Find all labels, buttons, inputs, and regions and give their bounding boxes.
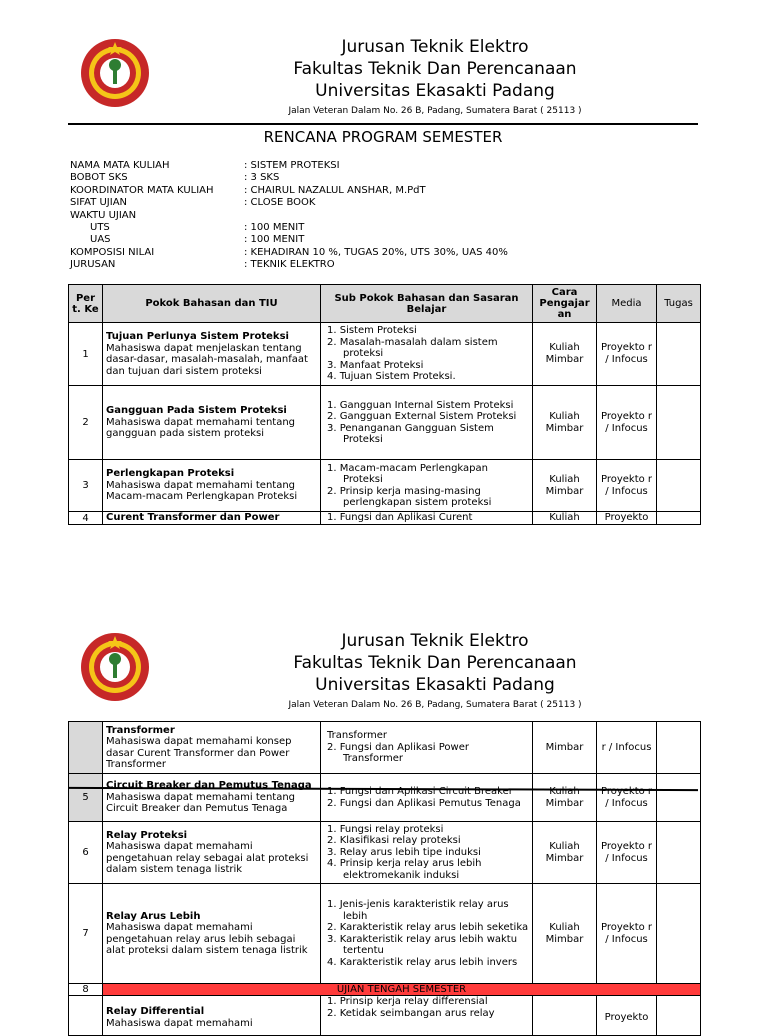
pokok-cell (103, 460, 321, 512)
cara-cell: Kuliah Mimbar (533, 323, 597, 386)
info-value: : SISTEM PROTEKSI (244, 160, 340, 171)
pokok-cell (103, 822, 321, 884)
sub-item: 1. Prinsip kerja relay differensial (327, 996, 488, 1007)
sub-item: 3. Penanganan Gangguan Sistem Proteksi (327, 422, 494, 445)
col-header-cara: Cara Pengajar an (533, 285, 597, 323)
pokok-tiu: Mahasiswa dapat menjelaskan tentang dasar-dasar, masalah-masalah, manfaat dan tujuan dari sistem proteksi (106, 342, 308, 377)
tugas-cell (657, 512, 701, 525)
info-value: : CHAIRUL NAZALUL ANSHAR, M.PdT (244, 184, 426, 196)
pokok-cell (103, 323, 321, 386)
col-header-media: Media (597, 285, 657, 323)
row-number: 1 (69, 323, 103, 386)
sub-item: 3. Relay arus lebih tipe induksi (327, 846, 481, 858)
tugas-cell (657, 386, 701, 460)
sub-item: 1. Sistem Proteksi (327, 325, 417, 337)
info-label: NAMA MATA KULIAH (70, 160, 170, 171)
faculty-name: Fakultas Teknik Dan Perencanaan (293, 59, 577, 79)
info-label: JURUSAN (70, 259, 116, 271)
sub-item: 2. Ketidak seimbangan arus relay (327, 1007, 495, 1019)
pokok-cell (103, 386, 321, 460)
pokok-title: Relay Differential (106, 1006, 205, 1017)
table-header-row (69, 285, 701, 323)
sub-item: 2. Gangguan External Sistem Proteksi (327, 411, 517, 422)
row-number: 3 (69, 460, 103, 512)
row-number: 2 (69, 386, 103, 460)
page1-header (200, 36, 670, 118)
cara-cell: Kuliah Mimbar (533, 774, 597, 822)
header-rule (68, 123, 698, 125)
table-row (69, 323, 701, 386)
media-cell: Proyekto r / Infocus (597, 822, 657, 884)
media-cell: Proyekto r / Infocus (597, 774, 657, 822)
pokok-tiu: Mahasiswa dapat memahami tentang Macam-macam Perlengkapan Proteksi (106, 479, 298, 503)
sub-cell (321, 774, 533, 822)
sub-item: 4. Prinsip kerja relay arus lebih elektromekanik induksi (327, 858, 482, 881)
sub-item: 1. Fungsi dan Aplikasi Curent (327, 512, 473, 524)
sub-item: 1. Jenis-jenis karakteristik relay arus lebih (327, 899, 509, 922)
info-value: : KEHADIRAN 10 %, TUGAS 20%, UTS 30%, UAS 40% (244, 246, 508, 258)
media-cell: Proyekto r / Infocus (597, 323, 657, 386)
pokok-tiu: Mahasiswa dapat memahami pengetahuan relay sebagai alat proteksi dalam sistem tenaga listrik (106, 841, 309, 875)
uts-row (69, 984, 701, 996)
sub-cell (321, 512, 533, 525)
pokok-title: Gangguan Pada Sistem Proteksi (106, 405, 287, 417)
info-label: SIFAT UJIAN (70, 197, 128, 209)
dept-name: Jurusan Teknik Elektro (341, 631, 529, 651)
info-label: BOBOT SKS (70, 172, 128, 184)
row-number: 4 (69, 512, 103, 525)
doc-title: RENCANA PROGRAM SEMESTER (263, 128, 503, 146)
address: Jalan Veteran Dalam No. 26 B, Padang, Sumatera Barat ( 25113 ) (288, 700, 582, 710)
sub-item: Transformer (327, 730, 388, 742)
sub-cell (321, 822, 533, 884)
sub-item: 2. Karakteristik relay arus lebih seketika (327, 922, 529, 933)
dept-name: Jurusan Teknik Elektro (341, 37, 529, 57)
row-number: 5 (69, 774, 103, 822)
pokok-cell (103, 722, 321, 774)
sub-item: 1. Gangguan Internal Sistem Proteksi (327, 399, 514, 411)
col-header-pokok: Pokok Bahasan dan TIU (103, 285, 321, 323)
info-label: KOMPOSISI NILAI (70, 246, 155, 258)
info-label: KOORDINATOR MATA KULIAH (70, 184, 214, 196)
faculty-name: Fakultas Teknik Dan Perencanaan (293, 653, 577, 673)
pokok-title: Transformer (106, 724, 175, 736)
pokok-title: Curent Transformer dan Power (103, 512, 321, 525)
sub-cell (321, 996, 533, 1036)
pokok-tiu: Mahasiswa dapat memahami tentang gangguan pada sistem proteksi (106, 416, 296, 440)
pokok-title: Relay Proteksi (106, 829, 188, 841)
row-number: 8 (69, 984, 103, 996)
sub-cell (321, 323, 533, 386)
address: Jalan Veteran Dalam No. 26 B, Padang, Sumatera Barat ( 25113 ) (288, 106, 582, 116)
pokok-tiu: Mahasiswa dapat memahami (106, 1017, 253, 1029)
table-row (69, 460, 701, 512)
sub-item: 3. Karakteristik relay arus lebih waktu tertentu (327, 933, 518, 956)
university-name: Universitas Ekasakti Padang (315, 675, 555, 695)
table-row (69, 512, 701, 525)
sub-item: 1. Fungsi relay proteksi (327, 823, 444, 835)
table-row (69, 774, 701, 822)
sub-item: 1. Macam-macam Perlengkapan Proteksi (327, 462, 488, 485)
pokok-title: Relay Arus Lebih (106, 910, 201, 922)
col-header-tugas: Tugas (657, 285, 701, 323)
col-header-no: Per t. Ke (69, 285, 103, 323)
table-row (69, 386, 701, 460)
sub-cell (321, 884, 533, 984)
sub-item: 2. Prinsip kerja masing-masing perlengkapan sistem proteksi (327, 485, 492, 508)
rps-table-page2 (68, 721, 701, 1036)
tugas-cell (657, 884, 701, 984)
tugas-cell (657, 722, 701, 774)
university-name: Universitas Ekasakti Padang (315, 81, 555, 101)
pokok-title: Circuit Breaker dan Pemutus Tenaga (106, 780, 312, 792)
cara-cell (533, 996, 597, 1036)
uts-label: UJIAN TENGAH SEMESTER (103, 984, 701, 996)
cara-cell: Mimbar (533, 722, 597, 774)
tugas-cell (657, 996, 701, 1036)
info-value: : CLOSE BOOK (244, 197, 316, 209)
table-row (69, 722, 701, 774)
info-value: : 100 MENIT (244, 221, 305, 233)
media-cell: Proyekto r / Infocus (597, 460, 657, 512)
sub-item: 4. Tujuan Sistem Proteksi. (327, 371, 456, 383)
media-cell: r / Infocus (597, 722, 657, 774)
info-label: WAKTU UJIAN (70, 209, 137, 221)
info-label: UTS (90, 221, 110, 233)
table-row (69, 822, 701, 884)
tugas-cell (657, 822, 701, 884)
sub-cell (321, 386, 533, 460)
cara-cell: Kuliah Mimbar (533, 822, 597, 884)
row-number: 7 (69, 884, 103, 984)
pokok-tiu: Mahasiswa dapat memahami pengetahuan relay arus lebih sebagai alat proteksi dalam sistem tenaga listrik (106, 922, 308, 956)
pokok-cell (103, 884, 321, 984)
pokok-tiu: Mahasiswa dapat memahami tentang Circuit Breaker dan Pemutus Tenaga (106, 791, 296, 815)
media-cell: Proyekto (597, 512, 657, 525)
row-number (69, 996, 103, 1036)
sub-item: 2. Fungsi dan Aplikasi Power Transformer (327, 741, 469, 765)
sub-cell (321, 722, 533, 774)
sub-item: 2. Masalah-masalah dalam sistem proteksi (327, 336, 498, 360)
row-number (69, 722, 103, 774)
pokok-title: Perlengkapan Proteksi (106, 468, 235, 480)
row-number: 6 (69, 822, 103, 884)
university-logo (80, 632, 150, 702)
university-logo (80, 38, 150, 108)
media-cell: Proyekto (597, 996, 657, 1036)
pokok-tiu: Mahasiswa dapat memahami konsep dasar Curent Transformer dan Power Transformer (106, 736, 292, 770)
col-header-sub: Sub Pokok Bahasan dan Sasaran Belajar (321, 285, 533, 323)
tugas-cell (657, 460, 701, 512)
sub-item: 4. Karakteristik relay arus lebih invers (327, 956, 518, 968)
table-row (69, 884, 701, 984)
pokok-cell (103, 996, 321, 1036)
info-value: : 3 SKS (244, 172, 280, 184)
cara-cell: Kuliah Mimbar (533, 460, 597, 512)
sub-item: 2. Fungsi dan Aplikasi Pemutus Tenaga (327, 797, 521, 809)
tugas-cell (657, 774, 701, 822)
media-cell: Proyekto r / Infocus (597, 884, 657, 984)
pokok-title: Tujuan Perlunya Sistem Proteksi (106, 331, 289, 342)
tugas-cell (657, 323, 701, 386)
page2-header (200, 630, 670, 712)
pokok-cell (103, 774, 321, 822)
info-value: : TEKNIK ELEKTRO (244, 259, 335, 271)
media-cell: Proyekto r / Infocus (597, 386, 657, 460)
cara-cell: Kuliah (533, 512, 597, 525)
table-row (69, 996, 701, 1036)
sub-item: 3. Manfaat Proteksi (327, 359, 424, 371)
cara-cell: Kuliah Mimbar (533, 386, 597, 460)
sub-cell (321, 460, 533, 512)
info-label: UAS (90, 234, 111, 246)
cara-cell: Kuliah Mimbar (533, 884, 597, 984)
rps-table-page1 (68, 284, 701, 525)
sub-item: 2. Klasifikasi relay proteksi (327, 835, 461, 847)
sub-item: 1. Fungsi dan Aplikasi Circuit Breaker (327, 786, 513, 797)
info-value: : 100 MENIT (244, 234, 305, 246)
